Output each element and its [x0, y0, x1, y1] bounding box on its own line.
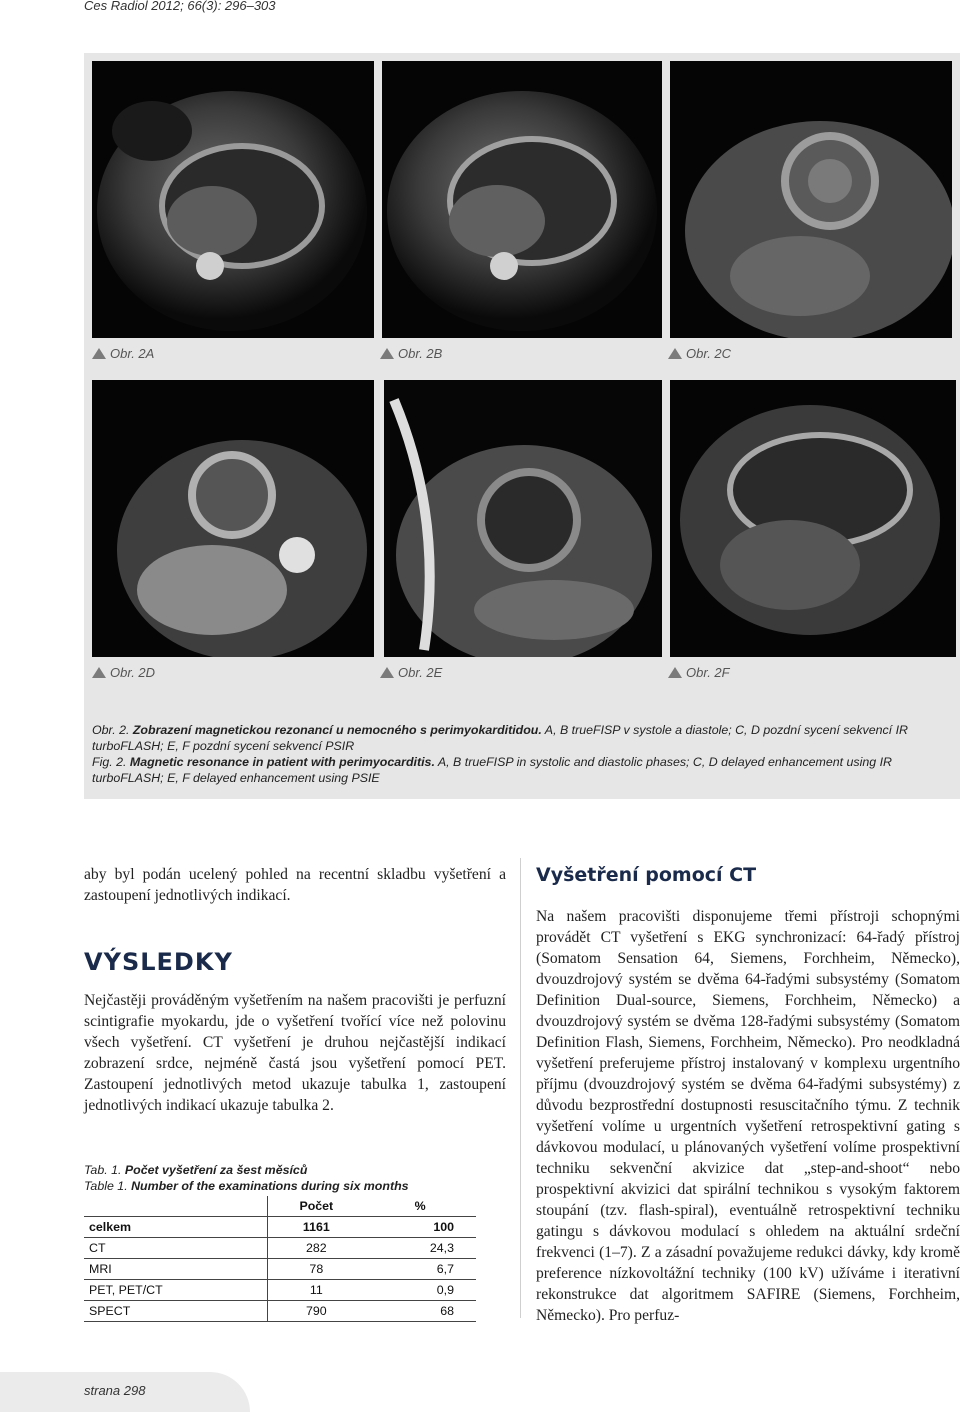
triangle-up-icon [668, 348, 682, 359]
figure-caption [92, 722, 938, 786]
table-row [84, 1217, 476, 1238]
table-cell-percent: 100 [364, 1217, 476, 1238]
results-paragraph [84, 990, 506, 1116]
table-caption-cz-lead: Tab. 1. [84, 1163, 125, 1177]
mri-image-2e [384, 380, 662, 657]
image-label-2d [92, 665, 155, 680]
table-cell-count: 790 [268, 1301, 365, 1322]
table-cell-percent: 0,9 [364, 1280, 476, 1301]
image-label-2a [92, 346, 154, 361]
table-cell-label: CT [84, 1238, 268, 1259]
mri-image-2d [92, 380, 374, 657]
table-caption-en-bold: Number of the examinations during six months [131, 1179, 409, 1193]
page-number: strana 298 [84, 1383, 146, 1398]
table-header-row [84, 1196, 476, 1217]
caption-cz-bold: Zobrazení magnetickou rezonancí u nemocného s perimyokarditidou. [132, 723, 542, 737]
caption-cz-lead: Obr. 2. [92, 723, 133, 737]
table-cell-label: PET, PET/CT [84, 1280, 268, 1301]
table-cell-count: 78 [268, 1259, 365, 1280]
table-header-cell [84, 1196, 268, 1217]
mri-image-2b [382, 61, 662, 338]
table-cell-percent: 6,7 [364, 1259, 476, 1280]
ct-text: Na našem pracovišti disponujeme třemi přístroji schopnými provádět CT vyšetření s EKG synchronizací: 64-řadý přístroj (Somatom Sensation 64, Siemens, Forchheim, Německo), dvouzdrojový systém se dvěma 64-řadými subsystémy (Somatom Definition Dual-source, Siemens, Forchheim, Německo) a dvouzdrojový systém se dvěma 128-řadými subsystémy (Somatom Definition Flash, Siemens, Forchheim, Německo). Pro neodkladná vyšetření preferujeme přístroj instalovaný v komplexu urgentního příjmu (dvouzdrojový systém se dvěma 64-řadými subsystémy) z důvodu bezprostřední dostupnosti resuscitačního týmu. Z technik vyšetření volíme u urgentních vyšetření retrospektivní gating s dávkovou modulací, u plánovaných vyšetření volíme prospektivní techniku sekvenční akvizice dat „step-and-shoot“ nebo prospektivní akvizici dat spirální technikou s vysokým faktorem stoupání (tzv. flash-spiral), eventuálně retrospektivní techniku gatingu s dávkovou modulací s ohledem na aktuální srdeční frekvenci (1–7). Z a zásadní považujeme redukci dávky, kdy kromě preference nízkovoltážní techniky (100 kV) užíváme i iterativní rekonstrukce dat algoritmem SAFIRE (Siemens, Forchheim, Německo). Pro perfuz- [536, 908, 960, 1324]
table-cell-count: 282 [268, 1238, 365, 1259]
image-label-2f [668, 665, 730, 680]
table-cell-count: 1161 [268, 1217, 365, 1238]
image-label-2c [668, 346, 731, 361]
table-cell-percent: 68 [364, 1301, 476, 1322]
table-caption-cz [84, 1162, 409, 1178]
triangle-up-icon [380, 348, 394, 359]
caption-en-lead: Fig. 2. [92, 755, 130, 769]
table-cell-label: SPECT [84, 1301, 268, 1322]
ct-paragraph [536, 906, 960, 1326]
image-label-2e [380, 665, 442, 680]
intro-paragraph [84, 864, 506, 906]
image-label-2b-text: Obr. 2B [398, 346, 443, 361]
table-row [84, 1301, 476, 1322]
triangle-up-icon [92, 348, 106, 359]
caption-cz-rest: A, B trueFISP v systole a diastole; C, D pozdní sycení sekvencí IR turboFLASH; E, F pozdní sycení sekvencí PSIR [92, 723, 908, 753]
table-header-cell: % [364, 1196, 476, 1217]
table-caption-en-lead: Table 1. [84, 1179, 132, 1193]
journal-header: Ces Radiol 2012; 66(3): 296–303 [84, 0, 276, 13]
triangle-up-icon [380, 667, 394, 678]
table-cell-percent: 24,3 [364, 1238, 476, 1259]
triangle-up-icon [668, 667, 682, 678]
section-title-results: VÝSLEDKY [84, 948, 233, 976]
table-row [84, 1238, 476, 1259]
table-caption-en [84, 1178, 409, 1194]
mri-image-2f [670, 380, 956, 657]
table-row [84, 1259, 476, 1280]
mri-image-2a [92, 61, 374, 338]
table-cell-count: 11 [268, 1280, 365, 1301]
section-title-ct: Vyšetření pomocí CT [536, 864, 757, 886]
caption-english [92, 754, 938, 786]
table-caption-cz-bold: Počet vyšetření za šest měsíců [124, 1163, 308, 1177]
image-label-2f-text: Obr. 2F [686, 665, 730, 680]
caption-en-bold: Magnetic resonance in patient with perimyocarditis. [129, 755, 435, 769]
mri-image-2c [670, 61, 952, 338]
image-label-2b [380, 346, 442, 361]
image-label-2c-text: Obr. 2C [686, 346, 732, 361]
image-label-2a-text: Obr. 2A [110, 346, 155, 361]
intro-text: aby byl podán ucelený pohled na recentní skladbu vyšetření a zastoupení jednotlivých indikací. [84, 866, 506, 904]
table-row [84, 1280, 476, 1301]
table-cell-label: MRI [84, 1259, 268, 1280]
results-text: Nejčastěji prováděným vyšetřením na našem pracovišti je perfuzní scintigrafie myokardu, jde o vyšetření tvořící více než polovinu všech vyšetření. CT vyšetření je druhou nejčastější indikací zobrazení srdce, nejméně častá jsou vyšetření pomocí PET. Zastoupení jednotlivých metod ukazuje tabulka 1, zastoupení jednotlivých indikací ukazuje tabulka 2. [84, 992, 506, 1114]
image-label-2e-text: Obr. 2E [398, 665, 443, 680]
image-label-2d-text: Obr. 2D [110, 665, 156, 680]
caption-en-rest: A, B trueFISP in systolic and diastolic phases; C, D delayed enhancement using IR turboFLASH; E, F delayed enhancement using PSIE [92, 755, 892, 785]
table-cell-label: celkem [84, 1217, 268, 1238]
table-header-cell: Počet [268, 1196, 365, 1217]
triangle-up-icon [92, 667, 106, 678]
column-divider [520, 858, 521, 1318]
caption-czech [92, 722, 938, 754]
table-caption [84, 1162, 409, 1194]
examinations-table [84, 1196, 476, 1322]
